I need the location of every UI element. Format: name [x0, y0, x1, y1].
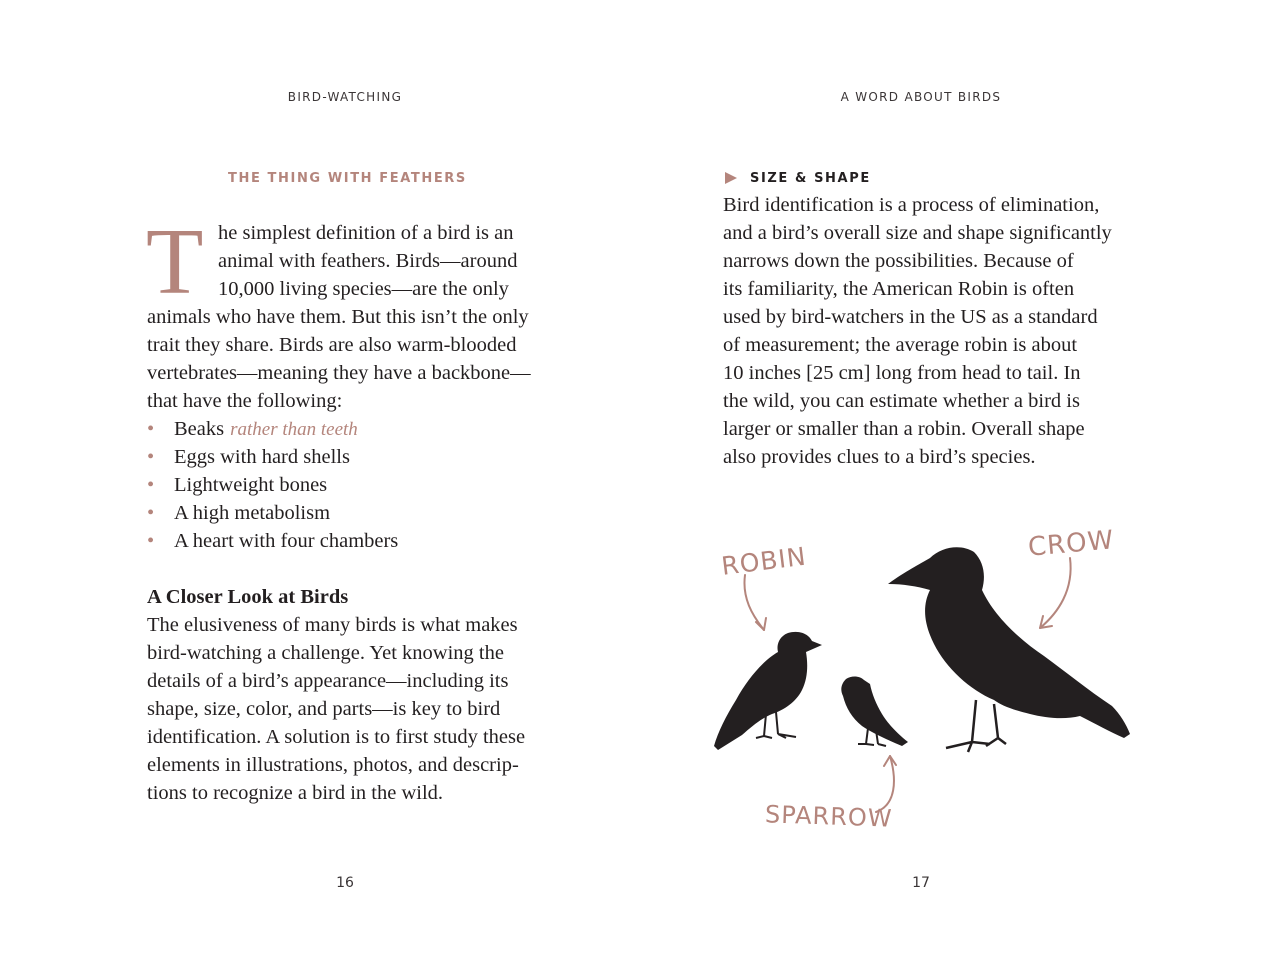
body-line: larger or smaller than a robin. Overall shape [723, 418, 1085, 440]
list-item: • Lightweight bones [147, 471, 398, 499]
body-line: tions to recognize a bird in the wild. [147, 782, 444, 804]
body-line: identification. A solution is to first study these [147, 726, 526, 748]
body-line: the wild, you can estimate whether a bird is [723, 390, 1080, 412]
robin-silhouette [714, 632, 822, 750]
body-line: narrows down the possibilities. Because of [723, 250, 1074, 272]
list-item: • Eggs with hard shells [147, 443, 398, 471]
intro-line: trait they share. Birds are also warm-blooded [147, 334, 517, 356]
closer-look-section [147, 583, 525, 807]
section-title-left: THE THING WITH FEATHERS [228, 171, 467, 186]
play-triangle-icon [725, 172, 737, 184]
body-line: used by bird-watchers in the US as a standard [723, 306, 1098, 328]
list-item: • A high metabolism [147, 499, 398, 527]
intro-line: animals who have them. But this isn’t the only [147, 306, 529, 328]
body-line: and a bird’s overall size and shape significantly [723, 222, 1112, 244]
arrowhead-sparrow [884, 756, 896, 766]
label-crow: CROW [1026, 525, 1116, 563]
list-item: • A heart with four chambers [147, 527, 398, 555]
label-sparrow: SPARROW [764, 800, 893, 833]
intro-line: animal with feathers. Birds—around [218, 250, 518, 272]
body-line: shape, size, color, and parts—is key to bird [147, 698, 501, 720]
running-head-right: A WORD ABOUT BIRDS [840, 90, 1002, 104]
label-robin: ROBIN [719, 541, 809, 581]
running-head-left: BIRD-WATCHING [287, 90, 403, 104]
body-line: also provides clues to a bird’s species. [723, 446, 1036, 468]
body-line: its familiarity, the American Robin is often [723, 278, 1075, 300]
subheading: A Closer Look at Birds [147, 586, 349, 608]
intro-line: that have the following: [147, 390, 343, 412]
intro-paragraph-indented [218, 219, 517, 303]
bullet-dot-icon: • [147, 502, 155, 524]
bullet-dot-icon: • [147, 530, 155, 552]
bullet-note: rather than teeth [230, 419, 358, 440]
arrow-robin [744, 575, 764, 630]
body-line: details of a bird’s appearance—including its [147, 670, 509, 692]
intro-line: he simplest definition of a bird is an [218, 222, 514, 244]
page-number-right: 17 [912, 875, 930, 891]
body-line: of measurement; the average robin is about [723, 334, 1078, 356]
bird-size-illustration [700, 510, 1150, 840]
bullet-dot-icon: • [147, 418, 155, 440]
bullet-dot-icon: • [147, 446, 155, 468]
body-line: bird-watching a challenge. Yet knowing the [147, 642, 504, 664]
intro-line: 10,000 living species—are the only [218, 278, 509, 300]
arrow-crow [1040, 558, 1071, 628]
bullet-dot-icon: • [147, 474, 155, 496]
intro-line: vertebrates—meaning they have a backbone— [147, 362, 531, 384]
sparrow-silhouette [841, 676, 908, 746]
list-item: • Beaks rather than teeth [147, 415, 398, 443]
drop-cap: T [146, 210, 204, 314]
size-shape-paragraph [723, 191, 1112, 471]
body-line: elements in illustrations, photos, and descrip- [147, 754, 519, 776]
trait-list [147, 415, 398, 555]
page-number-left: 16 [336, 875, 354, 891]
body-line: 10 inches [25 cm] long from head to tail. In [723, 362, 1081, 384]
section-title-right: SIZE & SHAPE [750, 171, 871, 186]
intro-paragraph [147, 303, 531, 415]
body-line: Bird identification is a process of elimination, [723, 194, 1100, 216]
crow-silhouette [888, 547, 1130, 752]
body-line: The elusiveness of many birds is what makes [147, 614, 518, 636]
